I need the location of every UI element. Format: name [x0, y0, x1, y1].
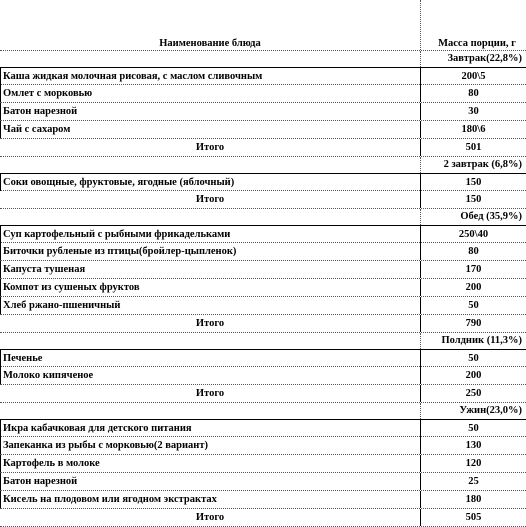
column-divider	[420, 333, 421, 349]
meal-heading	[0, 157, 526, 173]
table-row	[0, 173, 526, 191]
meal-heading	[0, 403, 526, 419]
portion-mass: 80	[468, 88, 479, 99]
dish-name: Биточки рубленые из птицы(бройлер-цыпленок)	[3, 246, 237, 257]
table-row	[0, 437, 526, 455]
portion-mass: 200	[465, 282, 482, 293]
total-row	[0, 385, 526, 403]
table-row	[0, 243, 526, 261]
meal-label: Завтрак(22,8%)	[447, 53, 522, 64]
mass-column-header: Масса порции, г	[438, 38, 516, 49]
dish-name: Молоко кипяченое	[3, 370, 94, 381]
dish-name: Кисель на плодовом или ягодном экстрактах	[3, 494, 217, 505]
left-border	[0, 367, 1, 384]
left-border	[0, 297, 1, 314]
left-border	[0, 437, 1, 454]
dish-name: Картофель в молоке	[3, 458, 100, 469]
left-border	[0, 226, 1, 243]
portion-mass: 50	[468, 300, 479, 311]
dish-name: Запеканка из рыбы с морковью(2 вариант)	[3, 440, 208, 451]
left-border	[0, 455, 1, 472]
total-label: Итого	[195, 142, 225, 153]
dish-name: Печенье	[3, 353, 43, 364]
portion-mass: 80	[468, 246, 479, 257]
total-mass: 501	[465, 142, 482, 153]
portion-mass: 150	[465, 177, 482, 188]
portion-mass: 200	[465, 370, 482, 381]
total-row	[0, 509, 526, 527]
left-border	[0, 420, 1, 437]
menu-body	[0, 51, 526, 527]
portion-mass: 200\5	[461, 71, 486, 82]
dish-name: Омлет с морковью	[3, 88, 93, 99]
total-mass: 505	[465, 512, 482, 523]
dish-name: Соки овощные, фруктовые, ягодные (яблочный)	[3, 177, 235, 188]
dish-name: Суп картофельный с рыбными фрикадельками	[3, 229, 231, 240]
total-label: Итого	[195, 388, 225, 399]
total-row	[0, 191, 526, 209]
dish-name: Чай с сахаром	[3, 124, 71, 135]
dish-name: Икра кабачковая для детского питания	[3, 423, 192, 434]
portion-mass: 170	[465, 264, 482, 275]
left-border	[0, 473, 1, 490]
portion-mass: 180	[465, 494, 482, 505]
left-border	[0, 85, 1, 102]
dish-name: Батон нарезной	[3, 106, 78, 117]
total-label: Итого	[195, 194, 225, 205]
meal-label: 2 завтрак (6,8%)	[443, 159, 522, 170]
left-border	[0, 103, 1, 120]
total-mass: 790	[465, 318, 482, 329]
table-row	[0, 85, 526, 103]
table-header	[0, 0, 526, 51]
meal-label: Ужин(23,0%)	[459, 405, 522, 416]
portion-mass: 120	[465, 458, 482, 469]
column-divider	[420, 157, 421, 173]
dish-name: Хлеб ржано-пшеничный	[3, 300, 121, 311]
table-row	[0, 419, 526, 437]
meal-label: Обед (35,9%)	[460, 211, 522, 222]
total-mass: 250	[465, 388, 482, 399]
table-row	[0, 455, 526, 473]
meal-heading	[0, 209, 526, 225]
name-column-header: Наименование блюда	[159, 38, 261, 49]
table-row	[0, 67, 526, 85]
meal-heading	[0, 333, 526, 349]
portion-mass: 25	[468, 476, 479, 487]
dish-name: Каша жидкая молочная рисовая, с маслом сливочным	[3, 71, 263, 82]
left-border	[0, 350, 1, 367]
meal-heading	[0, 51, 526, 67]
portion-mass: 250\40	[458, 229, 489, 240]
portion-mass: 130	[465, 440, 482, 451]
left-border	[0, 68, 1, 85]
total-row	[0, 139, 526, 157]
table-row	[0, 121, 526, 139]
dish-name: Капуста тушеная	[3, 264, 86, 275]
left-border	[0, 121, 1, 138]
meal-label: Полдник (11,3%)	[441, 335, 522, 346]
table-row	[0, 103, 526, 121]
column-divider	[420, 209, 421, 225]
left-border	[0, 279, 1, 296]
column-divider	[420, 51, 421, 67]
portion-mass: 30	[468, 106, 479, 117]
total-mass: 150	[465, 194, 482, 205]
portion-mass: 50	[468, 353, 479, 364]
total-row	[0, 315, 526, 333]
table-row	[0, 367, 526, 385]
left-border	[0, 174, 1, 191]
left-border	[0, 261, 1, 278]
table-row	[0, 225, 526, 243]
portion-mass: 50	[468, 423, 479, 434]
left-border	[0, 243, 1, 260]
table-row	[0, 297, 526, 315]
table-row	[0, 473, 526, 491]
total-label: Итого	[195, 318, 225, 329]
portion-mass: 180\6	[461, 124, 486, 135]
table-row	[0, 349, 526, 367]
dish-name: Батон нарезной	[3, 476, 78, 487]
dish-name: Компот из сушеных фруктов	[3, 282, 140, 293]
total-label: Итого	[195, 512, 225, 523]
table-row	[0, 261, 526, 279]
column-divider	[420, 403, 421, 419]
table-row	[0, 279, 526, 297]
